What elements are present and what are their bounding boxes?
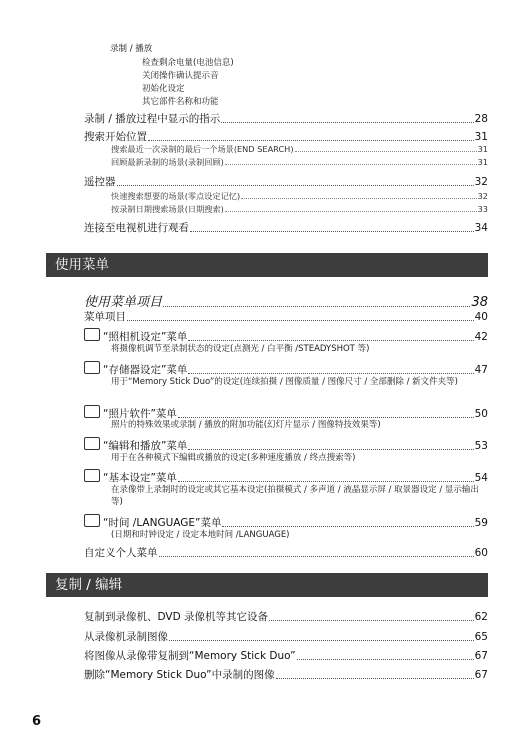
leader-dots (178, 480, 474, 482)
standard-set-icon (84, 469, 100, 482)
leader-dots (127, 319, 474, 321)
toc-page: 60 (474, 547, 488, 559)
toc-page: 38 (471, 295, 488, 310)
toc-subentry[interactable] (111, 204, 488, 215)
toc-entry-title: “基本设定”菜单 (103, 472, 177, 484)
toc-page: 31 (477, 157, 488, 167)
leader-dots (188, 339, 473, 341)
toc-entry-title: 按录制日期搜索场景(日期搜索) (111, 204, 224, 214)
toc-entry[interactable] (84, 327, 488, 344)
entry-description: 用于在各种模式下编辑或播放的设定(多种速度播放 / 终点搜索等) (111, 453, 356, 463)
toc-entry[interactable] (84, 436, 488, 453)
toc-entry-title: “时间 /LANGUAGE”菜单 (103, 517, 222, 529)
entry-description: (日期和时钟设定 / 设定本地时间 /LANGUAGE) (111, 530, 290, 540)
leader-dots (269, 619, 474, 621)
toc-entry-title: 连接至电视机进行观看 (84, 222, 189, 234)
toc-page: 32 (477, 191, 488, 201)
toc-page: 67 (474, 650, 488, 662)
section-header-menu: 使用菜单 (46, 253, 488, 277)
toc-page: 42 (474, 331, 488, 343)
entry-description: 照片的特殊效果或录制 / 播放的附加功能(幻灯片显示 / 图像特技效果等) (111, 420, 381, 430)
toc-entry-title: 复制到录像机、DVD 录像机等其它设备 (84, 611, 269, 623)
toc-page: 67 (474, 669, 488, 681)
toc-page: 62 (474, 611, 488, 623)
toc-entry-title: 菜单项目 (84, 311, 126, 323)
section-header-copy-edit: 复制 / 编辑 (46, 573, 488, 597)
subsection-item: 其它部件名称和功能 (142, 97, 219, 107)
subsection-item: 检查剩余电量(电池信息) (142, 58, 234, 68)
leader-dots (178, 416, 474, 418)
toc-entry-title: 搜索开始位置 (84, 131, 147, 143)
leader-dots (225, 210, 477, 212)
leader-dots (188, 372, 473, 374)
toc-subentry[interactable] (111, 191, 488, 202)
leader-dots (159, 555, 474, 557)
toc-entry[interactable] (84, 129, 488, 144)
leader-dots (241, 197, 476, 199)
entry-description: 将摄像机调节至录制状态的设定(点测光 / 白平衡 /STEADYSHOT 等) (111, 344, 370, 354)
toc-entry[interactable] (84, 174, 488, 189)
toc-entry-title: 搜索最近一次录制的最后一个场景(END SEARCH) (111, 144, 294, 154)
subsection-item: 初始化设定 (142, 84, 185, 94)
toc-page: 32 (474, 176, 488, 188)
toc-entry[interactable] (84, 667, 488, 682)
toc-page: 31 (477, 144, 488, 154)
entry-description: 用于“Memory Stick Duo”的设定(连续拍摄 / 图像质量 / 图像尺寸 / 全部删除 / 新文件夹等) (111, 377, 459, 387)
edit-play-icon (84, 437, 100, 450)
toc-entry-title: “照相机设定”菜单 (103, 331, 188, 343)
toc-page: 59 (474, 517, 488, 529)
toc-page: 34 (474, 222, 488, 234)
clock-icon (84, 514, 100, 527)
toc-entry[interactable] (84, 648, 488, 663)
toc-entry-title: 使用菜单项目 (84, 295, 163, 310)
toc-subentry[interactable] (111, 157, 488, 168)
toc-page: 65 (474, 631, 488, 643)
subsection-item: 关闭操作确认提示音 (142, 71, 219, 81)
leader-dots (297, 658, 474, 660)
toc-entry-title: “存储器设定”菜单 (103, 364, 188, 376)
camera-icon (84, 328, 100, 341)
leader-dots (222, 525, 473, 527)
toc-page: 50 (474, 408, 488, 420)
toc-entry-title: 快速搜索想要的场景(零点设定记忆) (111, 191, 241, 201)
leader-dots (117, 184, 474, 186)
toc-entry-title: 从录像机录制图像 (84, 631, 168, 643)
leader-dots (148, 139, 474, 141)
leader-dots (190, 230, 474, 232)
toc-entry[interactable] (84, 111, 488, 126)
leader-dots (169, 639, 474, 641)
subsection-heading: 录制 / 播放 (110, 44, 153, 54)
toc-entry-title: 回顾最新录制的场景(录制回顾) (111, 157, 224, 167)
toc-entry-title: 自定义个人菜单 (84, 547, 158, 559)
page-number: 6 (32, 714, 42, 729)
leader-dots (163, 305, 470, 307)
toc-entry[interactable] (84, 609, 488, 624)
toc-entry[interactable] (84, 513, 488, 530)
entry-description: 在录像带上录制时的设定或其它基本设定(拍摄模式 / 多声道 / 液晶显示屏 / 取景器设定 / 显示输出等) (111, 485, 479, 507)
toc-entry[interactable] (84, 629, 488, 644)
toc-entry-title: “编辑和播放”菜单 (103, 440, 188, 452)
memory-stick-icon (84, 361, 100, 374)
toc-entry[interactable] (84, 309, 488, 324)
toc-entry-title: “照片软件”菜单 (103, 408, 177, 420)
toc-entry[interactable] (84, 220, 488, 235)
picture-app-icon (84, 405, 100, 418)
leader-dots (225, 163, 477, 165)
leader-dots (276, 677, 474, 679)
toc-entry-title: 录制 / 播放过程中显示的指示 (84, 113, 221, 125)
leader-dots (188, 448, 473, 450)
toc-page: 28 (474, 113, 488, 125)
toc-entry[interactable] (84, 545, 488, 560)
leader-dots (221, 121, 473, 123)
toc-page: 53 (474, 440, 488, 452)
toc-entry[interactable] (84, 291, 488, 310)
toc-subentry[interactable] (111, 144, 488, 155)
toc-entry[interactable] (84, 360, 488, 377)
toc-page: 33 (477, 204, 488, 214)
toc-page: 54 (474, 472, 488, 484)
toc-page: 47 (474, 364, 488, 376)
toc-entry[interactable] (84, 468, 488, 485)
leader-dots (295, 150, 477, 152)
toc-entry-title: 将图像从录像带复制到“Memory Stick Duo” (84, 650, 296, 662)
toc-entry-title: 删除“Memory Stick Duo”中录制的图像 (84, 669, 275, 681)
toc-page: 40 (474, 311, 488, 323)
toc-page: 31 (474, 131, 488, 143)
toc-entry-title: 遥控器 (84, 176, 116, 188)
